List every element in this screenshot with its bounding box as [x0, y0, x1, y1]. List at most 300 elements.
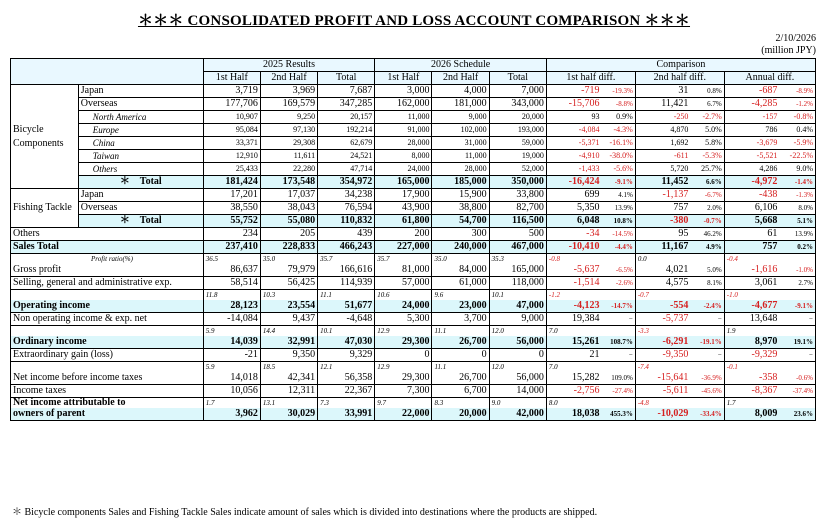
- value-cell: 26,700: [432, 372, 489, 385]
- table-row: [11, 290, 816, 301]
- value-cell: -4,677: [724, 300, 779, 313]
- header-row-1: [11, 59, 816, 72]
- value-cell: 11,167: [635, 241, 690, 254]
- group-fishing-tackle: Fishing Tackle: [11, 189, 79, 228]
- value-cell: -9.1%: [779, 300, 815, 313]
- value-cell: 84,000: [432, 264, 489, 277]
- value-cell: 169,579: [260, 98, 317, 111]
- table-row: [11, 385, 816, 398]
- value-cell: 33,800: [489, 189, 546, 202]
- value-cell: 8.0%: [779, 202, 815, 215]
- value-cell: 18.5: [260, 362, 317, 373]
- value-cell: -1,616: [724, 264, 779, 277]
- value-cell: 7.0: [546, 326, 601, 337]
- value-cell: 22,367: [318, 385, 375, 398]
- value-cell: 11.8: [203, 290, 260, 301]
- value-cell: 2.0%: [690, 202, 724, 215]
- value-cell: 95,084: [203, 124, 260, 137]
- row-label: ＊ Total: [78, 215, 203, 228]
- value-cell: 47,714: [318, 163, 375, 176]
- value-cell: 192,214: [318, 124, 375, 137]
- value-cell: 4,000: [432, 85, 489, 98]
- value-cell: -22.5%: [779, 150, 815, 163]
- value-cell: 350,000: [489, 176, 546, 189]
- value-cell: 162,000: [375, 98, 432, 111]
- value-cell: -14.7%: [601, 300, 635, 313]
- table-row: [11, 300, 816, 313]
- value-cell: 35.0: [260, 254, 317, 265]
- value-cell: 12.1: [318, 362, 375, 373]
- value-cell: 81,000: [375, 264, 432, 277]
- table-row: [11, 150, 816, 163]
- value-cell: 8.1%: [690, 277, 724, 290]
- value-cell: [779, 290, 815, 301]
- value-cell: 6.6%: [690, 176, 724, 189]
- value-cell: 11,421: [635, 98, 690, 111]
- value-cell: 11,452: [635, 176, 690, 189]
- value-cell: 3,969: [260, 85, 317, 98]
- value-cell: 227,000: [375, 241, 432, 254]
- col-comparison: Comparison: [546, 59, 815, 72]
- value-cell: -1.4%: [779, 176, 815, 189]
- value-cell: 8.3: [432, 398, 489, 409]
- col-total: Total: [318, 72, 375, 85]
- value-cell: -14.5%: [601, 228, 635, 241]
- value-cell: [690, 290, 724, 301]
- value-cell: 5.0%: [690, 124, 724, 137]
- value-cell: -0.8%: [779, 111, 815, 124]
- value-cell: 5,300: [375, 313, 432, 326]
- table-row: [11, 163, 816, 176]
- value-cell: -34: [546, 228, 601, 241]
- value-cell: 10.1: [489, 290, 546, 301]
- value-cell: 15,900: [432, 189, 489, 202]
- row-label: Overseas: [78, 98, 203, 111]
- value-cell: 3,719: [203, 85, 260, 98]
- value-cell: -14,084: [203, 313, 260, 326]
- value-cell: 76,594: [318, 202, 375, 215]
- value-cell: 20,000: [432, 408, 489, 421]
- value-cell: 58,514: [203, 277, 260, 290]
- value-cell: −: [779, 313, 815, 326]
- row-label: Ordinary income: [11, 336, 204, 349]
- value-cell: 32,991: [260, 336, 317, 349]
- value-cell: 185,000: [432, 176, 489, 189]
- value-cell: 1.7: [724, 398, 779, 409]
- table-row: [11, 326, 816, 337]
- value-cell: 52,000: [489, 163, 546, 176]
- table-row: [11, 264, 816, 277]
- value-cell: [601, 254, 635, 265]
- value-cell: -611: [635, 150, 690, 163]
- value-cell: 18,038: [546, 408, 601, 421]
- value-cell: 46.2%: [690, 228, 724, 241]
- value-cell: -3,679: [724, 137, 779, 150]
- value-cell: 14,039: [203, 336, 260, 349]
- value-cell: -438: [724, 189, 779, 202]
- value-cell: 13,648: [724, 313, 779, 326]
- value-cell: 15,261: [546, 336, 601, 349]
- row-label: Overseas: [78, 202, 203, 215]
- value-cell: 8,970: [724, 336, 779, 349]
- value-cell: 38,550: [203, 202, 260, 215]
- unit-label: (million JPY): [761, 45, 816, 56]
- value-cell: 29,300: [375, 336, 432, 349]
- value-cell: 4.1%: [601, 189, 635, 202]
- value-cell: −: [690, 349, 724, 362]
- value-cell: 300: [432, 228, 489, 241]
- value-cell: 9.0: [489, 398, 546, 409]
- value-cell: 55,752: [203, 215, 260, 228]
- table-row: [11, 98, 816, 111]
- value-cell: 466,243: [318, 241, 375, 254]
- value-cell: 61,800: [375, 215, 432, 228]
- value-cell: -0.8: [546, 254, 601, 265]
- value-cell: 28,000: [375, 137, 432, 150]
- value-cell: -6.5%: [601, 264, 635, 277]
- table-row: [11, 372, 816, 385]
- value-cell: -4.3%: [601, 124, 635, 137]
- table-row: [11, 137, 816, 150]
- table-row: [11, 215, 816, 228]
- table-row: [11, 398, 816, 409]
- value-cell: 6,700: [432, 385, 489, 398]
- value-cell: 23,000: [432, 300, 489, 313]
- value-cell: -45.6%: [690, 385, 724, 398]
- value-cell: 240,000: [432, 241, 489, 254]
- value-cell: 95: [635, 228, 690, 241]
- value-cell: -554: [635, 300, 690, 313]
- value-cell: 177,706: [203, 98, 260, 111]
- value-cell: 12,910: [203, 150, 260, 163]
- value-cell: 9,000: [432, 111, 489, 124]
- value-cell: 8,009: [724, 408, 779, 421]
- col-2026-schedule: 2026 Schedule: [375, 59, 547, 72]
- value-cell: 10.8%: [601, 215, 635, 228]
- value-cell: -5,521: [724, 150, 779, 163]
- value-cell: 118,000: [489, 277, 546, 290]
- value-cell: 34,238: [318, 189, 375, 202]
- value-cell: 55,080: [260, 215, 317, 228]
- row-label: Profit ratio(%): [11, 254, 204, 265]
- value-cell: -0.4: [724, 254, 779, 265]
- value-cell: -36.9%: [690, 372, 724, 385]
- value-cell: 62,679: [318, 137, 375, 150]
- value-cell: 9.0%: [779, 163, 815, 176]
- value-cell: 786: [724, 124, 779, 137]
- row-label: Income taxes: [11, 385, 204, 398]
- value-cell: 10.1: [318, 326, 375, 337]
- value-cell: 6,106: [724, 202, 779, 215]
- value-cell: 20,157: [318, 111, 375, 124]
- value-cell: -5.3%: [690, 150, 724, 163]
- table-row: [11, 408, 816, 421]
- value-cell: 59,000: [489, 137, 546, 150]
- table-row: [11, 254, 816, 265]
- value-cell: 108.7%: [601, 336, 635, 349]
- value-cell: -1.0%: [779, 264, 815, 277]
- value-cell: -10,410: [546, 241, 601, 254]
- row-label: North America: [78, 111, 203, 124]
- col-first-half-diff: 1st half diff.: [546, 72, 635, 85]
- value-cell: 51,677: [318, 300, 375, 313]
- value-cell: 5.0%: [690, 264, 724, 277]
- value-cell: 5.8%: [690, 137, 724, 150]
- value-cell: 35.7: [318, 254, 375, 265]
- value-cell: -9,350: [635, 349, 690, 362]
- value-cell: 354,972: [318, 176, 375, 189]
- value-cell: -1.2: [546, 290, 601, 301]
- value-cell: 11,611: [260, 150, 317, 163]
- col-total: Total: [489, 72, 546, 85]
- value-cell: 166,616: [318, 264, 375, 277]
- value-cell: 29,300: [375, 372, 432, 385]
- value-cell: -358: [724, 372, 779, 385]
- col-annual-diff: Annual diff.: [724, 72, 815, 85]
- value-cell: 43,900: [375, 202, 432, 215]
- row-label: Europe: [78, 124, 203, 137]
- value-cell: 12.9: [375, 362, 432, 373]
- value-cell: 439: [318, 228, 375, 241]
- value-cell: 5.9: [203, 326, 260, 337]
- value-cell: 33,991: [318, 408, 375, 421]
- col-2025-results: 2025 Results: [203, 59, 375, 72]
- value-cell: 82,700: [489, 202, 546, 215]
- value-cell: 11,000: [375, 111, 432, 124]
- header-row-2: [11, 72, 816, 85]
- value-cell: 57,000: [375, 277, 432, 290]
- value-cell: -9.1%: [601, 176, 635, 189]
- table-row: [11, 124, 816, 137]
- table-row: [11, 111, 816, 124]
- value-cell: 23,554: [260, 300, 317, 313]
- value-cell: -15,641: [635, 372, 690, 385]
- value-cell: 35.0: [432, 254, 489, 265]
- value-cell: 22,280: [260, 163, 317, 176]
- value-cell: 1.7: [203, 398, 260, 409]
- value-cell: -0.7: [635, 290, 690, 301]
- value-cell: -0.7%: [690, 215, 724, 228]
- value-cell: -19.3%: [601, 85, 635, 98]
- value-cell: 10,056: [203, 385, 260, 398]
- value-cell: 31,000: [432, 137, 489, 150]
- value-cell: 5,350: [546, 202, 601, 215]
- value-cell: -687: [724, 85, 779, 98]
- value-cell: 7,687: [318, 85, 375, 98]
- table-row: [11, 241, 816, 254]
- value-cell: 0.2%: [779, 241, 815, 254]
- row-label: [11, 290, 204, 301]
- value-cell: 7,000: [489, 85, 546, 98]
- value-cell: -0.6%: [779, 372, 815, 385]
- value-cell: [601, 398, 635, 409]
- value-cell: 193,000: [489, 124, 546, 137]
- value-cell: 42,000: [489, 408, 546, 421]
- value-cell: -380: [635, 215, 690, 228]
- value-cell: -4,123: [546, 300, 601, 313]
- value-cell: 29,308: [260, 137, 317, 150]
- row-label: [11, 326, 204, 337]
- col-first-half: 1st Half: [375, 72, 432, 85]
- value-cell: -5,637: [546, 264, 601, 277]
- value-cell: 61: [724, 228, 779, 241]
- value-cell: [601, 326, 635, 337]
- value-cell: [601, 362, 635, 373]
- value-cell: 699: [546, 189, 601, 202]
- value-cell: −: [779, 349, 815, 362]
- value-cell: -8,367: [724, 385, 779, 398]
- value-cell: 17,037: [260, 189, 317, 202]
- value-cell: 19,000: [489, 150, 546, 163]
- value-cell: -2.7%: [690, 111, 724, 124]
- value-cell: 1,692: [635, 137, 690, 150]
- row-label: [11, 362, 204, 373]
- value-cell: 5.9: [203, 362, 260, 373]
- value-cell: 10,907: [203, 111, 260, 124]
- value-cell: -2.6%: [601, 277, 635, 290]
- value-cell: 11.1: [432, 326, 489, 337]
- value-cell: 10.6: [375, 290, 432, 301]
- value-cell: 0.0: [635, 254, 690, 265]
- value-cell: -2,756: [546, 385, 601, 398]
- value-cell: 93: [546, 111, 601, 124]
- value-cell: 12.0: [489, 326, 546, 337]
- value-cell: -38.0%: [601, 150, 635, 163]
- group-bicycle-components: Bicycle Components: [11, 85, 79, 189]
- value-cell: 38,800: [432, 202, 489, 215]
- value-cell: 11.1: [318, 290, 375, 301]
- value-cell: 4,870: [635, 124, 690, 137]
- value-cell: 22,000: [375, 408, 432, 421]
- value-cell: [779, 254, 815, 265]
- value-cell: 13.9%: [601, 202, 635, 215]
- value-cell: 165,000: [375, 176, 432, 189]
- report-date: 2/10/2026: [775, 33, 816, 44]
- value-cell: -5.9%: [779, 137, 815, 150]
- value-cell: -4,648: [318, 313, 375, 326]
- row-label: owners of parent: [11, 408, 204, 421]
- value-cell: 42,341: [260, 372, 317, 385]
- value-cell: -16.1%: [601, 137, 635, 150]
- value-cell: -1,514: [546, 277, 601, 290]
- value-cell: [690, 254, 724, 265]
- table-row: [11, 85, 816, 98]
- value-cell: 28,000: [432, 163, 489, 176]
- value-cell: 21: [546, 349, 601, 362]
- value-cell: -157: [724, 111, 779, 124]
- value-cell: -15,706: [546, 98, 601, 111]
- value-cell: 19,384: [546, 313, 601, 326]
- value-cell: -5,371: [546, 137, 601, 150]
- value-cell: 500: [489, 228, 546, 241]
- value-cell: 56,358: [318, 372, 375, 385]
- value-cell: 6,048: [546, 215, 601, 228]
- value-cell: -0.1: [724, 362, 779, 373]
- value-cell: -4,084: [546, 124, 601, 137]
- value-cell: 0: [489, 349, 546, 362]
- value-cell: -6.7%: [690, 189, 724, 202]
- value-cell: 455.3%: [601, 408, 635, 421]
- row-label: Japan: [78, 189, 203, 202]
- value-cell: 9,250: [260, 111, 317, 124]
- value-cell: 17,201: [203, 189, 260, 202]
- value-cell: 47,000: [489, 300, 546, 313]
- value-cell: 97,130: [260, 124, 317, 137]
- value-cell: 13.9%: [779, 228, 815, 241]
- value-cell: 237,410: [203, 241, 260, 254]
- value-cell: 54,700: [432, 215, 489, 228]
- table-row: [11, 349, 816, 362]
- value-cell: -1.2%: [779, 98, 815, 111]
- value-cell: 12,311: [260, 385, 317, 398]
- value-cell: 181,424: [203, 176, 260, 189]
- value-cell: 200: [375, 228, 432, 241]
- value-cell: 24,521: [318, 150, 375, 163]
- value-cell: 9,437: [260, 313, 317, 326]
- row-label: Selling, general and administrative exp.: [11, 277, 204, 290]
- value-cell: 467,000: [489, 241, 546, 254]
- value-cell: 33,371: [203, 137, 260, 150]
- value-cell: 10.3: [260, 290, 317, 301]
- value-cell: 3,000: [375, 85, 432, 98]
- value-cell: -2.4%: [690, 300, 724, 313]
- value-cell: 6.7%: [690, 98, 724, 111]
- value-cell: −: [601, 313, 635, 326]
- row-label: Net income before income taxes: [11, 372, 204, 385]
- value-cell: 5.1%: [779, 215, 815, 228]
- value-cell: 0: [432, 349, 489, 362]
- value-cell: -1.0: [724, 290, 779, 301]
- value-cell: -1.3%: [779, 189, 815, 202]
- value-cell: -5,611: [635, 385, 690, 398]
- value-cell: 11,000: [432, 150, 489, 163]
- table-row: [11, 313, 816, 326]
- value-cell: 757: [724, 241, 779, 254]
- value-cell: 9,329: [318, 349, 375, 362]
- value-cell: 0.8%: [690, 85, 724, 98]
- value-cell: -6,291: [635, 336, 690, 349]
- value-cell: -4.8: [635, 398, 690, 409]
- value-cell: 23.6%: [779, 408, 815, 421]
- value-cell: 17,900: [375, 189, 432, 202]
- value-cell: 165,000: [489, 264, 546, 277]
- value-cell: -27.4%: [601, 385, 635, 398]
- value-cell: -5.6%: [601, 163, 635, 176]
- value-cell: 31: [635, 85, 690, 98]
- row-label: Operating income: [11, 300, 204, 313]
- col-second-half: 2nd Half: [260, 72, 317, 85]
- value-cell: 86,637: [203, 264, 260, 277]
- value-cell: 14.4: [260, 326, 317, 337]
- value-cell: 8.0: [546, 398, 601, 409]
- value-cell: 12.0: [489, 362, 546, 373]
- value-cell: 13.1: [260, 398, 317, 409]
- value-cell: -719: [546, 85, 601, 98]
- value-cell: 56,425: [260, 277, 317, 290]
- value-cell: 20,000: [489, 111, 546, 124]
- value-cell: [779, 398, 815, 409]
- value-cell: 61,000: [432, 277, 489, 290]
- value-cell: 30,029: [260, 408, 317, 421]
- value-cell: 24,000: [375, 300, 432, 313]
- value-cell: -21: [203, 349, 260, 362]
- value-cell: 56,000: [489, 372, 546, 385]
- value-cell: 102,000: [432, 124, 489, 137]
- value-cell: 5,668: [724, 215, 779, 228]
- row-label: Others: [78, 163, 203, 176]
- value-cell: 205: [260, 228, 317, 241]
- row-label: Gross profit: [11, 264, 204, 277]
